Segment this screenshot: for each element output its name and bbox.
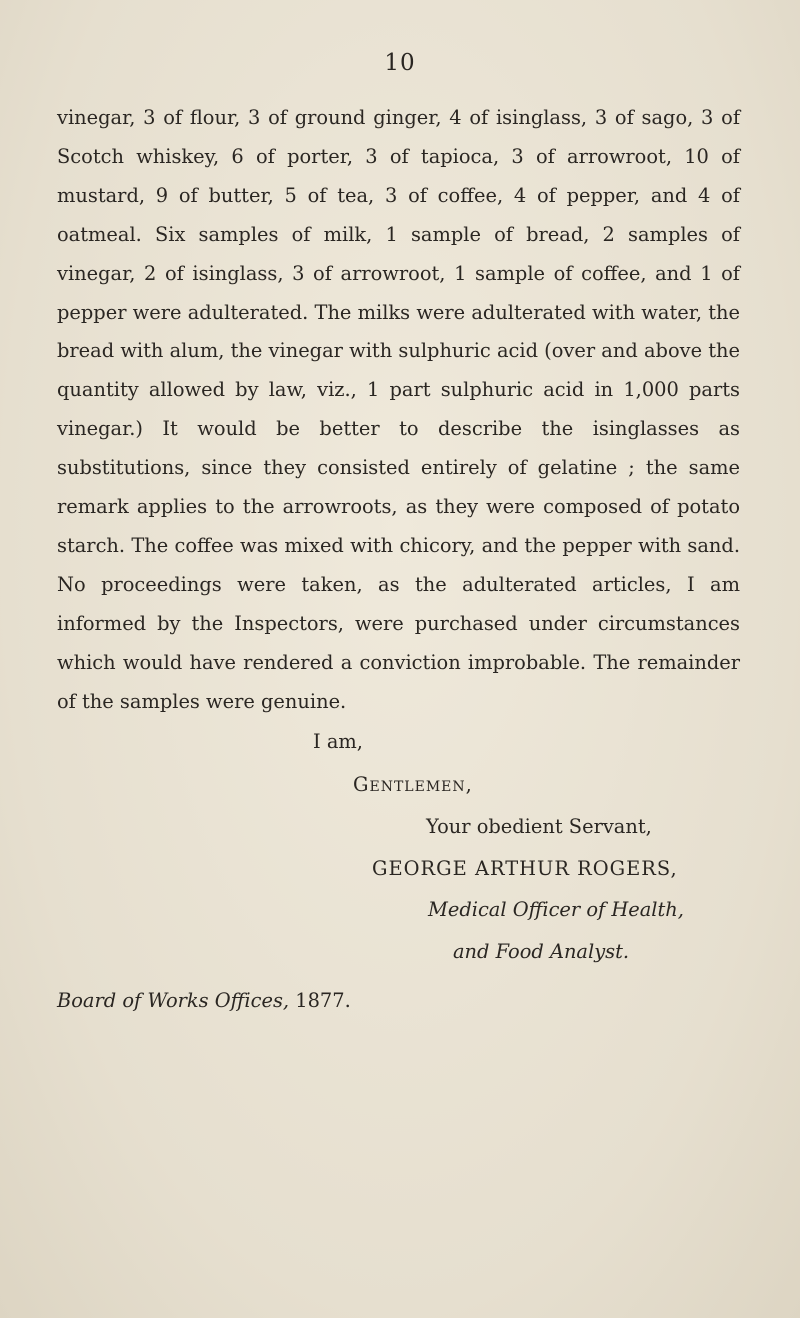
signatory-title-line2: and Food Analyst. (453, 940, 630, 963)
body-text (57, 99, 740, 722)
closing-obedient-servant: Your obedient Servant, (426, 815, 652, 838)
signatory-name: GEORGE ARTHUR ROGERS, (372, 857, 678, 880)
closing-i-am: I am, (313, 730, 363, 753)
body-paragraph: vinegar, 3 of flour, 3 of ground ginger, 4 of isinglass, 3 of sago, 3 of Scotch whiskey, 6 of porter, 3 of tapioca, 3 of arrowroot, 10 of mustard, 9 of butter, 5 of tea, 3 of coffee, 4 of pepper, and 4 of oatmeal. Six samples of milk, 1 sample of bread, 2 samples of vinegar, 2 of isinglass, 3 of arrowroot, 1 sample of coffee, and 1 of pepper were adulterated. The milks were adulterated with water, the bread with alum, the vinegar with sulphuric acid (over and above the quantity allowed by law, viz., 1 part sulphuric acid in 1,000 parts vinegar.) It would be better to describe the isinglasses as substitutions, since they consisted entirely of gelatine ; the same remark applies to the arrowroots, as they were composed of potato starch. The coffee was mixed with chicory, and the pepper with sand. No proceedings were taken, as the adulterated articles, I am informed by the Inspectors, were purchased under circumstances which would have rendered a conviction improbable. The remainder of the samples were genuine. (57, 106, 740, 713)
signatory-title-line1: Medical Officer of Health, (428, 898, 684, 921)
closing-salutation: Gentlemen, (353, 773, 473, 796)
place-of-signing: Board of Works Offices, (57, 989, 290, 1012)
page-number: 10 (384, 50, 416, 76)
place-and-date (57, 989, 351, 1012)
date-year: 1877. (295, 989, 351, 1012)
